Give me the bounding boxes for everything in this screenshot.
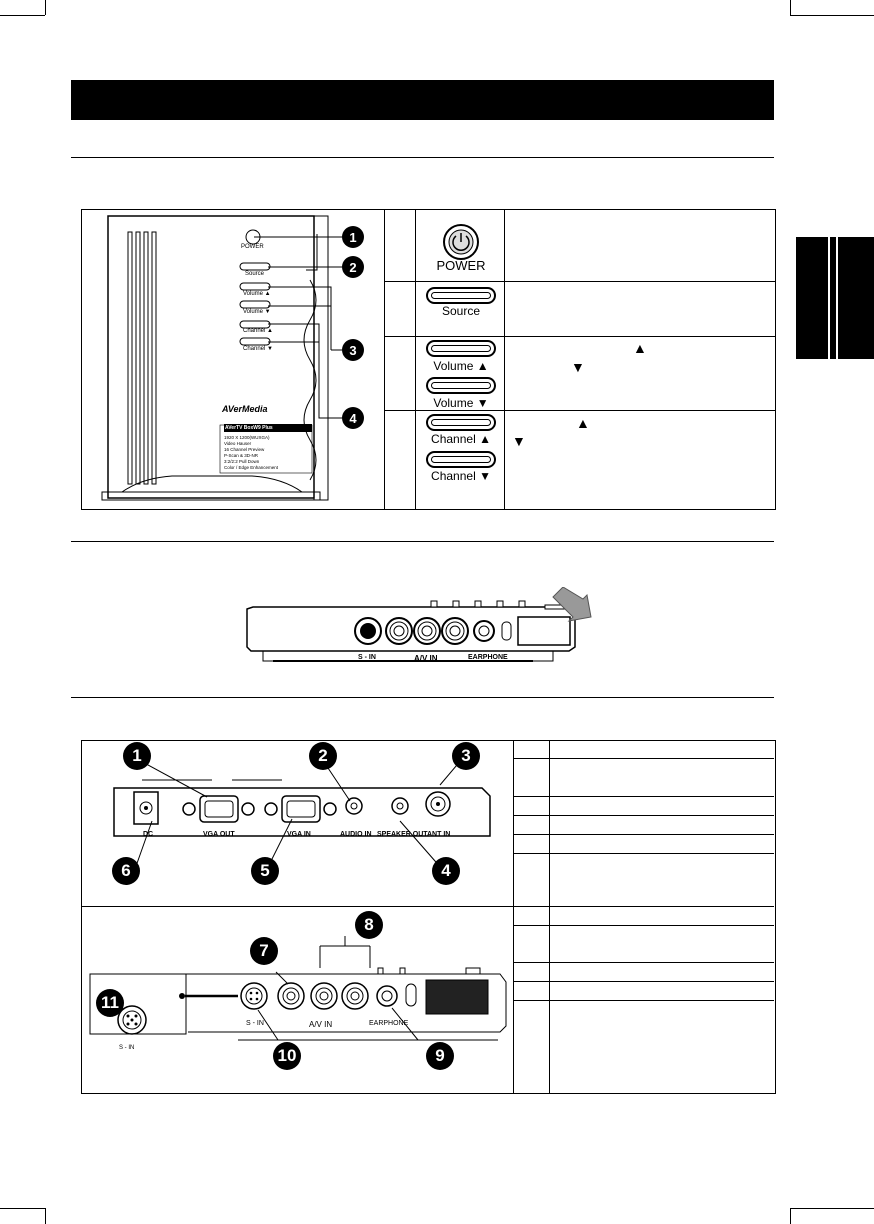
divider	[71, 157, 774, 158]
down-arrow-icon: ▼	[512, 433, 526, 449]
callout-3: 3	[342, 339, 364, 361]
front-channel-down-label: Channel ▼	[243, 346, 273, 352]
front-channel-up-label: Channel ▲	[243, 328, 273, 334]
front-source-label: Source	[245, 271, 265, 277]
channel-down-button-icon	[426, 451, 496, 468]
detail-av-in-label: A/V IN	[309, 1020, 333, 1029]
callout-6: 6	[112, 857, 140, 885]
product-name: AVerTV BoxW9 Plus	[224, 424, 312, 432]
channel-up-button-icon	[426, 414, 496, 431]
side-s-in-label: S - IN	[358, 654, 376, 661]
dc-label: DC	[143, 831, 154, 838]
up-arrow-icon: ▲	[576, 415, 590, 431]
crop-mark	[790, 1208, 874, 1209]
down-arrow-icon: ▼	[571, 359, 585, 375]
crop-mark	[790, 1208, 791, 1224]
vga-in-label: VGA IN	[287, 831, 311, 838]
callout-11: 11	[96, 989, 124, 1017]
volume-down-button-icon	[426, 377, 496, 394]
brand-logo: AVerMedia	[222, 404, 268, 414]
source-label: Source	[441, 304, 481, 318]
crop-mark	[45, 0, 46, 15]
callout-10: 10	[273, 1042, 301, 1070]
thumb-tab	[796, 237, 874, 359]
callout-2: 2	[309, 742, 337, 770]
volume-up-label: Volume ▲	[433, 359, 489, 373]
detail-earphone-label: EARPHONE	[369, 1020, 409, 1027]
callout-4: 4	[342, 407, 364, 429]
callout-3: 3	[452, 742, 480, 770]
callout-2: 2	[342, 256, 364, 278]
power-label: POWER	[436, 258, 486, 273]
divider	[71, 541, 774, 542]
side-earphone-label: EARPHONE	[468, 654, 508, 661]
divider	[71, 697, 774, 698]
callout-8: 8	[355, 911, 383, 939]
callout-5: 5	[251, 857, 279, 885]
crop-mark	[790, 0, 791, 15]
volume-down-label: Volume ▼	[433, 396, 489, 410]
source-button-icon	[426, 287, 496, 304]
crop-mark	[790, 15, 874, 16]
volume-up-button-icon	[426, 340, 496, 357]
callout-1: 1	[123, 742, 151, 770]
ant-in-label: ANT IN	[427, 831, 451, 838]
vga-out-label: VGA OUT	[203, 831, 235, 838]
front-volume-down-label: Volume ▼	[243, 309, 271, 315]
callout-7: 7	[250, 937, 278, 965]
channel-up-label: Channel ▲	[431, 432, 491, 446]
channel-down-label: Channel ▼	[431, 469, 491, 483]
front-volume-up-label: Volume ▲	[243, 291, 271, 297]
crop-mark	[0, 1208, 45, 1209]
section-title-bar	[71, 80, 774, 120]
power-button-icon	[441, 222, 481, 262]
up-arrow-icon: ▲	[633, 340, 647, 356]
callout-1: 1	[342, 226, 364, 248]
detail-s-in-label: S - IN	[246, 1020, 264, 1027]
callout-4: 4	[432, 857, 460, 885]
feature-list: 1920 X 1200(WUXGA) Video Hauser 16 Channel Preview P-Scan & 3D-NR 3:2/2:2 Pull Down Color / Edge Enhancement	[224, 435, 279, 470]
audio-in-label: AUDIO IN	[340, 831, 372, 838]
front-power-label: POWER	[241, 244, 264, 250]
crop-mark	[45, 1208, 46, 1224]
side-av-in-label: A/V IN	[414, 654, 438, 663]
crop-mark	[0, 15, 45, 16]
callout-9: 9	[426, 1042, 454, 1070]
speaker-out-label: SPEAKER OUT	[377, 831, 428, 838]
zoom-s-in-label: S - IN	[119, 1045, 135, 1051]
